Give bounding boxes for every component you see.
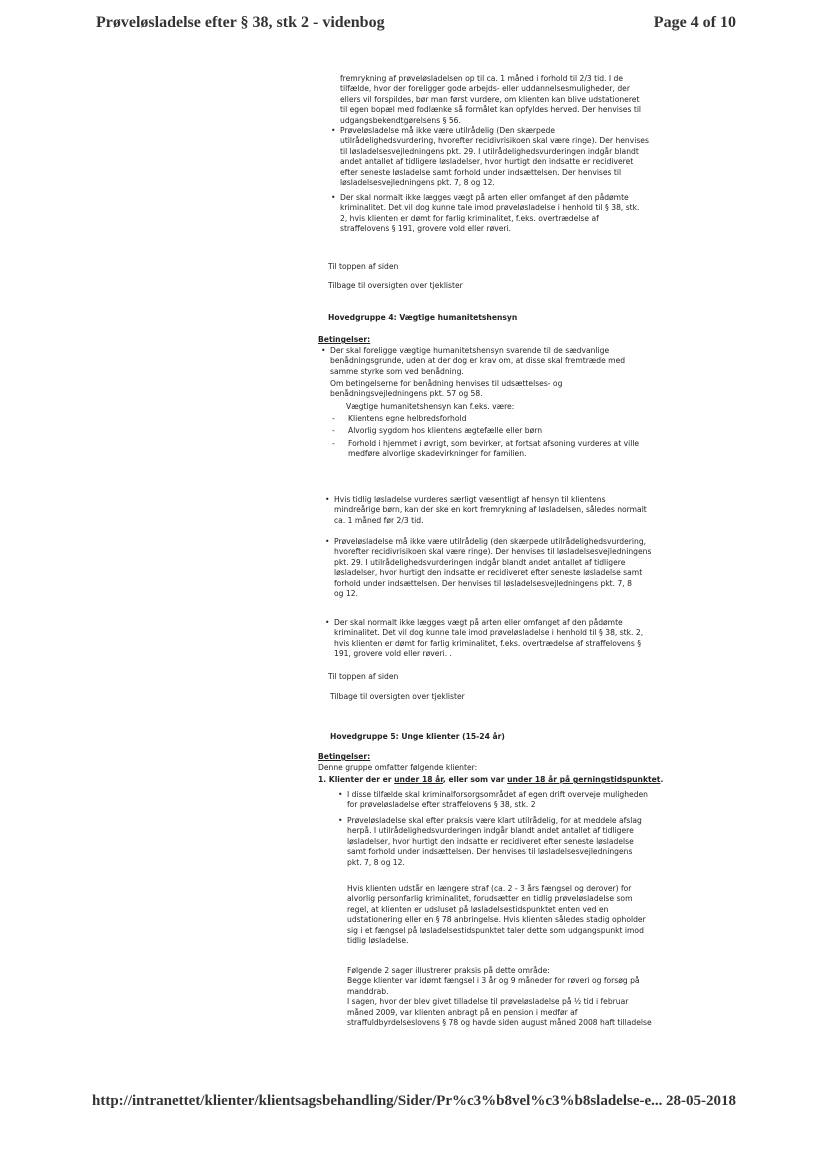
text-line: alvorlig personfarlig kriminalitet, forudsætter en tidlig prøveløsladelse som [347, 894, 633, 904]
text-line: hvorefter recidivrisikoen skal være ringe). Der henvises til løsladelsesvejledningens [334, 547, 652, 557]
text-line: andet antallet af tidligere løsladelser, hvor hurtigt den indsatte er recidiveret [340, 157, 634, 167]
link-back-to-checklists[interactable]: Tilbage til oversigten over tjeklister [328, 281, 463, 290]
item-underlined: under 18 år [394, 775, 443, 784]
paragraph [347, 966, 652, 1028]
conditions-label: Betingelser: [318, 752, 371, 761]
numbered-item [318, 775, 663, 785]
link-back-to-checklists[interactable]: Tilbage til oversigten over tjeklister [330, 692, 465, 701]
section-heading: Hovedgruppe 5: Unge klienter (15-24 år) [330, 732, 505, 741]
link-to-top[interactable]: Til toppen af siden [328, 262, 399, 271]
list-item [348, 426, 542, 436]
text-line: straffuldbyrdelseslovens § 78 og havde siden august måned 2008 haft tilladelse [347, 1018, 652, 1028]
text-line: manddrab. [347, 986, 389, 996]
text-line: Begge klienter var idømt fængsel i 3 år og 9 måneder for røveri og forsøg på [347, 976, 640, 986]
footer-url: http://intranettet/klienter/klientsagsbehandling/Sider/Pr%c3%b8vel%c3%b8sladelse-e... [92, 1093, 663, 1109]
text-line: • Prøveløsladelse skal efter praksis være klart utilrådelig, for at meddele afslag [347, 816, 642, 825]
text-line: løsladelser, hvor hurtigt den indsatte er recidiveret efter seneste løsladelse [347, 836, 634, 846]
text-line: sig i et fængsel på løsladelsestidspunktet taler dette som udgangspunkt imod [347, 925, 644, 935]
text-line: • Prøveløsladelse må ikke være utilrådelig (den skærpede utilrådelighedsvurdering, [334, 537, 647, 546]
item-prefix: 1. Klienter der er [318, 775, 395, 784]
text-line: fremrykning af prøveløsladelsen op til ca. 1 måned i forhold til 2/3 tid. I de [340, 74, 624, 83]
text-line: • Der skal foreligge vægtige humanitetshensyn svarende til de sædvanlige [330, 346, 610, 355]
text-line: - Alvorlig sygdom hos klientens ægtefælle eller børn [348, 426, 543, 435]
reference-text [330, 379, 562, 400]
text-line: forhold under indsættelsen. Der henvises til løsladelsesvejledningens pkt. 7, 8 [334, 578, 632, 588]
text-line: • Der skal normalt ikke lægges vægt på arten eller omfanget af den pådømte [334, 618, 623, 627]
text-line: kriminalitet. Det vil dog kunne tale imod prøveløsladelse i henhold til § 38, stk. 2, [334, 628, 644, 638]
bullet-item [340, 193, 639, 235]
text-line: løsladelsesvejledningens pkt. 7, 8 og 12. [340, 178, 495, 188]
text-line: • Der skal normalt ikke lægges vægt på arten eller omfanget af den pådømte [340, 193, 629, 202]
text-line: utilrådelighedsvurdering, hvorefter recidivrisikoen skal være ringe). Der henvises [340, 136, 649, 146]
bullet-item [330, 346, 625, 377]
list-item [348, 439, 639, 460]
link-to-top[interactable]: Til toppen af siden [328, 672, 399, 681]
text-line: kriminalitet. Det vil dog kunne tale imod prøveløsladelse i henhold til § 38, stk. [340, 203, 640, 213]
section-heading: Hovedgruppe 4: Vægtige humanitetshensyn [328, 313, 518, 322]
text-line: måned 2009, var klienten anbragt på en pension i medfør af [347, 1007, 578, 1017]
text-line: benådningsgrunde, uden at der dog er krav om, at disse skal fremtræde med [330, 356, 626, 366]
paragraph [347, 884, 646, 946]
bullet-item [347, 790, 648, 811]
text-line: pkt. 7, 8 og 12. [347, 857, 405, 867]
text-line: • I disse tilfælde skal kriminalforsorgsområdet af egen drift overveje muligheden [347, 790, 648, 799]
footer-date: 28-05-2018 [666, 1093, 736, 1109]
text-line: samme styrke som ved benådning. [330, 366, 464, 376]
item-underlined: under 18 år på gerningstidspunktet [507, 775, 661, 784]
text-line: regel, at klienten er udsluset på løsladelsestidspunktet enten ved en [347, 904, 609, 914]
text-line: benådningsvejledningens pkt. 57 og 58. [330, 389, 483, 399]
text-line: Følgende 2 sager illustrerer praksis på dette område: [347, 966, 550, 975]
examples-label: Vægtige humanitetshensyn kan f.eks. være: [346, 402, 515, 411]
text-line: - Forhold i hjemmet i øvrigt, som bevirker, at fortsat afsoning vurderes at ville [348, 439, 640, 448]
intro-text: Denne gruppe omfatter følgende klienter: [318, 763, 478, 772]
text-line: efter seneste løsladelse samt forhold under indsættelsen. Der henvises til [340, 167, 622, 177]
text-line: ellers vil forspildes, bør man først vurdere, om klienten kan blive udstationeret [340, 94, 640, 104]
text-line: ca. 1 måned før 2/3 tid. [334, 515, 424, 525]
bullet-item [347, 816, 642, 868]
item-text: , eller som var [442, 775, 508, 784]
text-line: udstationering eller en § 78 anbringelse. Hvis klienten således stadig opholder [347, 915, 646, 925]
text-line: løsladelser, hvor hurtigt den indsatte er recidiveret efter seneste løsladelse samt [334, 568, 643, 578]
text-line: • Prøveløsladelse må ikke være utilrådelig (Den skærpede [340, 126, 556, 135]
text-line: straffelovens § 191, grovere vold eller røveri. [340, 224, 512, 234]
text-line: 191, grovere vold eller røveri. . [334, 649, 452, 659]
text-line: til egen bopæl med fodlænke så formålet kan opfyldes herved. Der henvises til [340, 105, 642, 115]
text-line: herpå. I utilrådelighedsvurderingen indgår blandt andet antallet af tidligere [347, 826, 634, 836]
conditions-label: Betingelser: [318, 335, 371, 344]
text-line: medføre alvorlige skadevirkninger for familien. [348, 449, 527, 459]
text-line: 2, hvis klienten er dømt for farlig kriminalitet, f.eks. overtrædelse af [340, 213, 599, 223]
bullet-item [340, 126, 649, 188]
text-line: pkt. 29. I utilrådelighedsvurderingen indgår blandt andet antallet af tidligere [334, 557, 626, 567]
list-item [348, 414, 466, 424]
text-line: til løsladelsesvejledningens pkt. 29. I utilrådelighedsvurderingen indgår blandt [340, 146, 639, 156]
bullet-item [334, 618, 643, 660]
text-line: for prøveløsladelse efter straffelovens § 38, stk. 2 [347, 800, 536, 810]
page-number: Page 4 of 10 [653, 14, 736, 31]
text-line: tilfælde, hvor der foreligger gode arbejds- eller uddannelsesmuligheder, der [340, 84, 630, 94]
bullet-item [334, 537, 651, 599]
continuation-text [340, 74, 641, 126]
text-line: samt forhold under indsættelsen. Der henvises til løsladelsesvejledningens [347, 847, 633, 857]
text-line: I sagen, hvor der blev givet tilladelse til prøveløsladelse på ½ tid i februar [347, 997, 629, 1007]
page-header-title: Prøveløsladelse efter § 38, stk 2 - videnbog [96, 14, 385, 31]
text-line: udgangsbekendtgørelsens § 56. [340, 115, 461, 125]
text-line: Hvis klienten udstår en længere straf (ca. 2 - 3 års fængsel og derover) for [347, 884, 632, 893]
bullet-item [334, 495, 647, 526]
text-line: Om betingelserne for benådning henvises til udsættelses- og [330, 379, 563, 388]
text-line: og 12. [334, 589, 358, 599]
text-line: hvis klienten er dømt for farlig kriminalitet, f.eks. overtrædelse af straffelovens § [334, 638, 642, 648]
text-line: - Klientens egne helbredsforhold [348, 414, 467, 423]
item-text: . [660, 775, 664, 784]
text-line: mindreårige børn, kan der ske en kort fremrykning af løsladelsen, således normalt [334, 505, 647, 515]
text-line: • Hvis tidlig løsladelse vurderes særligt væsentligt af hensyn til klientens [334, 495, 606, 504]
text-line: tidlig løsladelse. [347, 936, 409, 946]
